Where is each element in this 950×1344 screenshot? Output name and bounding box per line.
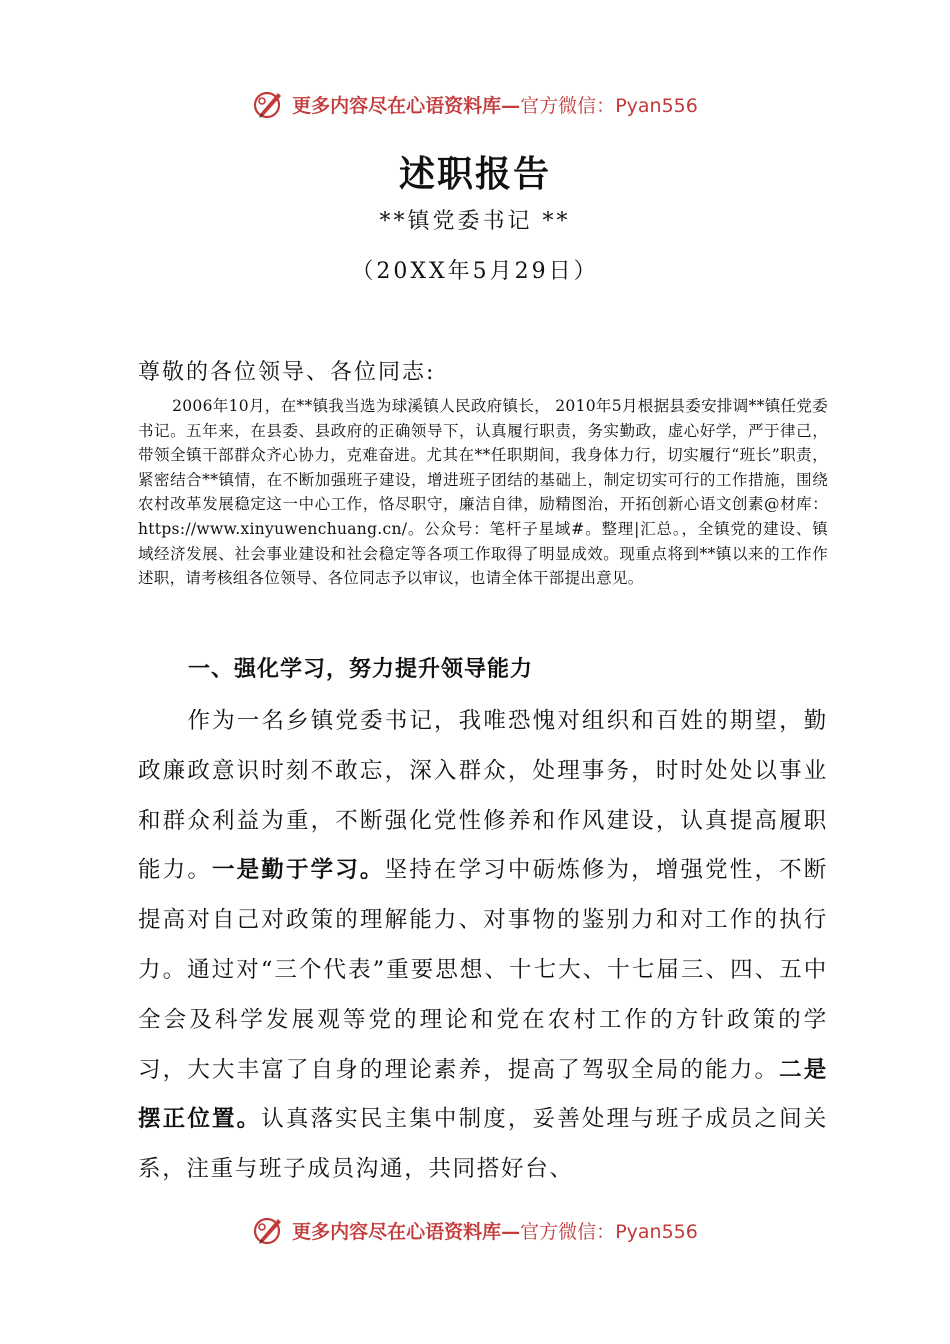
pen-logo-icon bbox=[252, 87, 286, 121]
header-banner bbox=[0, 84, 950, 124]
salutation: 尊敬的各位领导、各位同志: bbox=[138, 360, 436, 385]
document-title: 述职报告 bbox=[398, 154, 551, 195]
footer-banner bbox=[0, 1210, 950, 1250]
paragraph-text: 认真落实民主集中制度，妥善处理与班子成员之间关系，注重与班子成员沟通，共同搭好台、 bbox=[138, 1106, 828, 1183]
bold-point-1: 一是勤于学习。 bbox=[211, 857, 385, 884]
bold-point-2: 二是摆正位置。 bbox=[138, 1056, 828, 1133]
banner-text: 更多内容尽在心语资料库—官方微信：Pyan556 bbox=[292, 1220, 698, 1243]
section-heading-1: 一、强化学习，努力提升领导能力 bbox=[188, 657, 534, 682]
pen-logo-icon bbox=[252, 1213, 286, 1247]
paragraph-text: 坚持在学习中砺炼修为，增强党性，不断提高对自己对政策的理解能力、对事物的鉴别力和对工作的执行力。通过对“三个代表”重要思想、十七大、十七届三、四、五中全会及科学发展观等党的理论和党在农村工作的方针政策的学习，大大丰富了自身的理论素养，提高了驾驭全局的能力。 bbox=[138, 857, 828, 1083]
intro-paragraph: 2006年10月，在**镇我当选为球溪镇人民政府镇长， 2010年5月根据县委安排调**镇任党委书记。五年来，在县委、县政府的正确领导下，认真履行职责，务实勤政，虚心好学，严于律己，带领全镇干部群众齐心协力，克难奋进。尤其在**任职期间，我身体力行，切实履行“班长”职责，紧密结合**镇情，在不断加强班子建设，增进班子团结的基础上，制定切实可行的工作措施，围绕农村改革发展稳定这一中心工作，恪尽职守，廉洁自律，励精图治，开拓创新心语文创素@材库：https://www.xinyuwenchuang.cn/。公众号：笔杆子星域#。整理|汇总。，全镇党的建设、镇域经济发展、社会事业建设和社会稳定等各项工作取得了明显成效。现重点将到**镇以来的工作作述职，请考核组各位领导、各位同志予以审议，也请全体干部提出意见。 bbox=[138, 397, 828, 588]
section-1-paragraph bbox=[138, 697, 828, 1195]
paragraph-text: 作为一名乡镇党委书记，我唯恐愧对组织和百姓的期望，勤政廉政意识时刻不敢忘，深入群众，处理事务，时时处处以事业和群众利益为重，不断强化党性修养和作风建设，认真提高履职能力。 bbox=[138, 708, 828, 884]
document-date: （20XX年5月29日） bbox=[351, 259, 599, 284]
banner-text: 更多内容尽在心语资料库—官方微信：Pyan556 bbox=[292, 94, 698, 117]
document-subtitle: **镇党委书记 ** bbox=[379, 209, 571, 234]
